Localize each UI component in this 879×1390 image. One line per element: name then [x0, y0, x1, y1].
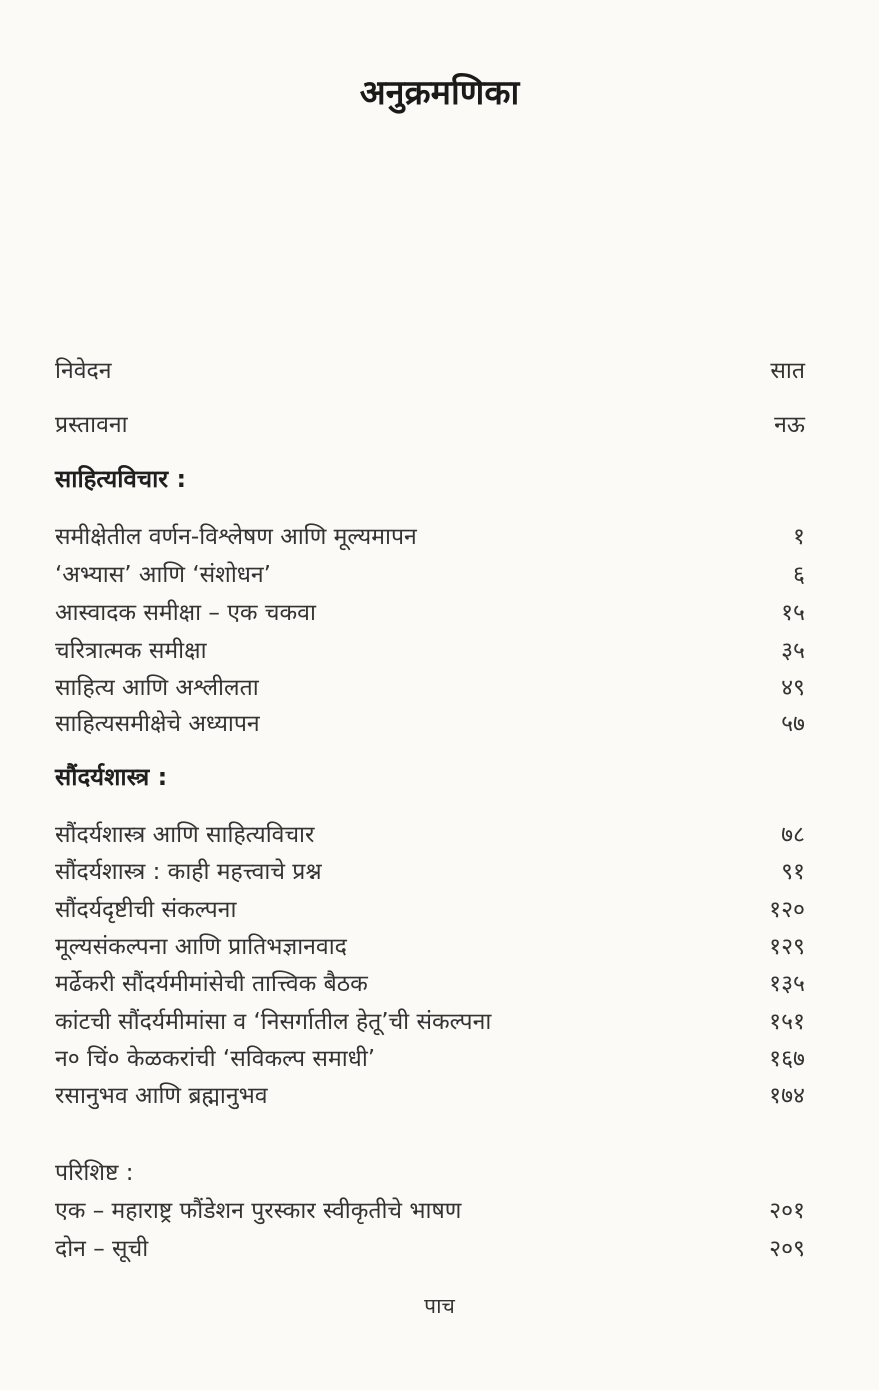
toc-entry — [55, 1040, 805, 1074]
entry-label: प्रस्तावना — [55, 412, 128, 438]
toc-entry — [55, 669, 805, 703]
entry-page: ३५ — [781, 638, 805, 664]
entry-label: आस्वादक समीक्षा – एक चकवा — [55, 600, 316, 626]
toc-entry — [55, 594, 805, 628]
entry-label: मूल्यसंकल्पना आणि प्रातिभज्ञानवाद — [55, 934, 347, 960]
entry-page: ५७ — [781, 711, 805, 737]
entry-page: १२० — [769, 897, 805, 923]
entry-label: सौंदर्यशास्त्र : काही महत्त्वाचे प्रश्न — [55, 859, 322, 885]
entry-label: ‘अभ्यास’ आणि ‘संशोधन’ — [55, 562, 271, 588]
entry-page: २०९ — [769, 1236, 805, 1262]
toc-entry-introduction — [55, 406, 805, 440]
entry-page: नऊ — [774, 412, 805, 438]
section-heading-aesthetics: सौंदर्यशास्त्र : — [55, 763, 168, 791]
entry-page: १३५ — [769, 971, 805, 997]
entry-label: कांटची सौंदर्यमीमांसा व ‘निसर्गातील हेतू’ची संकल्पना — [55, 1009, 492, 1035]
section-heading-literary-thought: साहित्यविचार : — [55, 465, 187, 493]
entry-label: सौंदर्यदृष्टीची संकल्पना — [55, 897, 237, 923]
toc-entry — [55, 928, 805, 962]
toc-entry — [55, 705, 805, 739]
entry-page: १ — [793, 524, 805, 550]
toc-entry — [55, 1003, 805, 1037]
entry-page: ६ — [793, 562, 805, 588]
entry-page: २०१ — [769, 1198, 805, 1224]
entry-label: दोन – सूची — [55, 1236, 149, 1262]
toc-entry-preface — [55, 352, 805, 386]
entry-label: चरित्रात्मक समीक्षा — [55, 638, 207, 664]
entry-label: साहित्य आणि अश्लीलता — [55, 675, 259, 701]
entry-page: १६७ — [769, 1046, 805, 1072]
entry-page: ४९ — [781, 675, 805, 701]
toc-entry — [55, 1192, 805, 1226]
toc-entry — [55, 556, 805, 590]
entry-label: मर्ढेकरी सौंदर्यमीमांसेची तात्त्विक बैठक — [55, 971, 368, 997]
entry-label: सौंदर्यशास्त्र आणि साहित्यविचार — [55, 822, 315, 848]
page-number: पाच — [424, 1294, 455, 1318]
toc-entry — [55, 965, 805, 999]
entry-page: सात — [770, 358, 805, 384]
entry-label: निवेदन — [55, 358, 112, 384]
toc-entry — [55, 518, 805, 552]
appendix-heading: परिशिष्ट : — [55, 1160, 134, 1186]
entry-label: एक – महाराष्ट्र फौंडेशन पुरस्कार स्वीकृतीचे भाषण — [55, 1198, 462, 1224]
toc-entry — [55, 1077, 805, 1111]
toc-entry — [55, 632, 805, 666]
entry-page: १२९ — [769, 934, 805, 960]
entry-label: समीक्षेतील वर्णन-विश्लेषण आणि मूल्यमापन — [55, 524, 417, 550]
entry-page: ७८ — [781, 822, 805, 848]
entry-label: रसानुभव आणि ब्रह्मानुभव — [55, 1083, 268, 1109]
toc-entry — [55, 853, 805, 887]
toc-entry — [55, 1230, 805, 1264]
entry-page: १५ — [781, 600, 805, 626]
entry-page: ९१ — [781, 859, 805, 885]
toc-entry — [55, 816, 805, 850]
entry-page: १७४ — [769, 1083, 805, 1109]
entry-label: न० चिं० केळकरांची ‘सविकल्प समाधी’ — [55, 1046, 376, 1072]
page-title: अनुक्रमणिका — [359, 73, 520, 113]
entry-label: साहित्यसमीक्षेचे अध्यापन — [55, 711, 260, 737]
entry-page: १५१ — [769, 1009, 805, 1035]
toc-entry — [55, 891, 805, 925]
